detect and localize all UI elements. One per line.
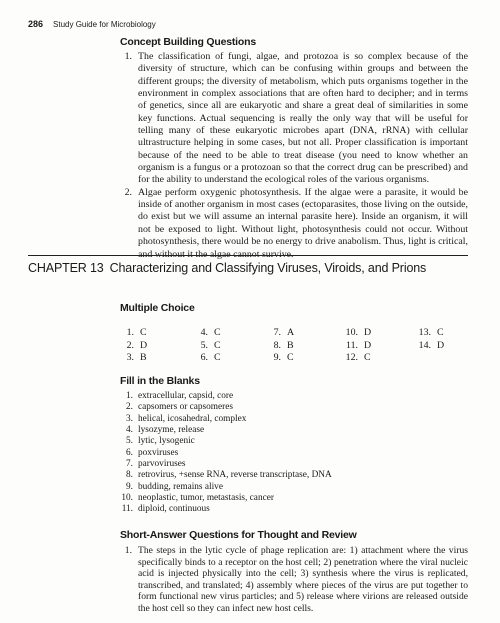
mc-item bbox=[415, 327, 444, 340]
list-item bbox=[120, 493, 468, 504]
item-number: 8. bbox=[126, 470, 133, 481]
item-text: diploid, continuous bbox=[138, 504, 210, 515]
list-item bbox=[120, 51, 468, 187]
mc-item bbox=[342, 340, 371, 353]
running-head-title: Study Guide for Microbiology bbox=[53, 20, 156, 29]
list-item bbox=[120, 459, 468, 470]
item-number: 2. bbox=[126, 402, 133, 413]
mc-answer: B bbox=[140, 352, 147, 363]
item-number: 3. bbox=[126, 413, 133, 424]
mc-answer: C bbox=[287, 352, 294, 363]
mc-answer: C bbox=[214, 327, 221, 338]
mc-answer: C bbox=[214, 339, 221, 351]
mc-answers bbox=[120, 327, 480, 367]
mc-column bbox=[415, 327, 444, 352]
item-number: 5. bbox=[126, 436, 133, 447]
mc-number: 12. bbox=[345, 352, 358, 363]
mc-item bbox=[120, 340, 147, 353]
mc-number: 2. bbox=[126, 339, 134, 351]
mc-answer: A bbox=[287, 327, 295, 338]
page-number: 286 bbox=[28, 19, 44, 29]
item-number: 4. bbox=[126, 425, 133, 436]
mc-item bbox=[194, 352, 221, 365]
short-answer-list bbox=[120, 545, 468, 615]
mc-number: 1. bbox=[126, 327, 134, 338]
list-item bbox=[120, 482, 468, 493]
mc-item bbox=[120, 327, 147, 340]
chapter-label: CHAPTER 13 bbox=[28, 261, 104, 275]
mc-item bbox=[342, 352, 371, 365]
item-text: Algae perform oxygenic photosynthesis. If the algae were a parasite, it would be inside of another organism in most cases (ectoparasites, those living on the outside, do exist but we will assume an internal parasite here). Inside an organism, it will not be exposed to light. Without light, photosynthesis could not occur. Without photosynthesis, there would be no energy to drive anabolism. Thus, light is critical, and without it the algae cannot survive. bbox=[138, 186, 468, 260]
list-item bbox=[120, 436, 468, 447]
mc-column bbox=[194, 327, 221, 365]
list-item bbox=[120, 425, 468, 436]
mc-item bbox=[194, 327, 221, 340]
mc-number: 4. bbox=[200, 327, 208, 338]
list-item bbox=[120, 470, 468, 481]
mc-number: 3. bbox=[126, 352, 134, 363]
item-number: 10. bbox=[121, 493, 133, 504]
item-number: 9. bbox=[126, 481, 133, 492]
chapter-title: Characterizing and Classifying Viruses, Viroids, and Prions bbox=[109, 261, 427, 275]
mc-number: 10. bbox=[345, 327, 358, 338]
item-number: 11. bbox=[121, 504, 133, 515]
short-answer-heading: Short-Answer Questions for Thought and Review bbox=[120, 529, 357, 541]
list-item bbox=[120, 448, 468, 459]
concept-list bbox=[120, 51, 468, 261]
mc-answer: D bbox=[437, 339, 445, 351]
chapter-heading bbox=[28, 261, 478, 275]
mc-item bbox=[267, 340, 294, 353]
mc-number: 14. bbox=[418, 339, 431, 351]
item-text: lytic, lysogenic bbox=[138, 436, 195, 447]
mc-column bbox=[120, 327, 147, 365]
mc-answer: C bbox=[140, 327, 147, 338]
mc-item bbox=[120, 352, 147, 365]
item-number: 1. bbox=[124, 545, 132, 556]
list-item bbox=[120, 187, 468, 261]
mc-item bbox=[415, 340, 444, 353]
mc-item bbox=[342, 327, 371, 340]
short-answer-section bbox=[120, 529, 468, 615]
mc-number: 13. bbox=[418, 327, 431, 338]
item-number: 7. bbox=[126, 459, 133, 470]
fill-list bbox=[120, 391, 468, 516]
list-item bbox=[120, 391, 468, 402]
list-item bbox=[120, 504, 468, 515]
mc-answer: C bbox=[214, 352, 221, 363]
mc-answer: B bbox=[287, 339, 294, 351]
mc-item bbox=[267, 352, 294, 365]
concept-section bbox=[120, 36, 468, 261]
mc-column bbox=[342, 327, 371, 365]
mc-item bbox=[194, 340, 221, 353]
item-text: poxviruses bbox=[138, 447, 179, 458]
item-text: budding, remains alive bbox=[138, 481, 223, 492]
item-text: capsomers or capsomeres bbox=[138, 402, 233, 413]
item-text: extracellular, capsid, core bbox=[138, 391, 234, 401]
mc-item bbox=[267, 327, 294, 340]
mc-answer: C bbox=[437, 327, 444, 338]
item-number: 1. bbox=[126, 391, 133, 401]
mc-heading-wrap bbox=[120, 302, 468, 314]
item-text: lysozyme, release bbox=[138, 425, 205, 436]
mc-answer: D bbox=[364, 327, 372, 338]
item-text: parvoviruses bbox=[138, 459, 186, 470]
fill-heading: Fill in the Blanks bbox=[120, 375, 200, 387]
fill-section bbox=[120, 375, 468, 516]
mc-column bbox=[267, 327, 294, 365]
mc-number: 6. bbox=[200, 352, 208, 363]
concept-heading: Concept Building Questions bbox=[120, 36, 256, 48]
mc-answer: C bbox=[364, 352, 371, 363]
item-number: 1. bbox=[124, 51, 132, 62]
mc-number: 9. bbox=[273, 352, 281, 363]
item-text: helical, icosahedral, complex bbox=[138, 413, 247, 424]
mc-number: 7. bbox=[273, 327, 281, 338]
mc-number: 11. bbox=[346, 339, 358, 351]
item-number: 6. bbox=[126, 447, 133, 458]
mc-answer: D bbox=[364, 339, 372, 351]
chapter-divider bbox=[28, 255, 468, 256]
mc-number: 8. bbox=[273, 339, 281, 351]
item-number: 2. bbox=[124, 186, 132, 198]
mc-number: 5. bbox=[200, 339, 208, 351]
list-item bbox=[120, 414, 468, 425]
list-item bbox=[120, 545, 468, 615]
item-text: retrovirus, +sense RNA, reverse transcriptase, DNA bbox=[138, 470, 332, 481]
item-text: The steps in the lytic cycle of phage replication are: 1) attachment where the virus specifically binds to a receptor on the host cell; 2) penetration where the viral nucleic acid is injected physically into the cell; 3) synthesis where the virus is replicated, transcribed, and translated; 4) assembly where pieces of the virus are put together to form functional new virus particles; and 5) release where virions are released outside the host cell so they can infect new host cells. bbox=[138, 545, 468, 614]
mc-heading: Multiple Choice bbox=[120, 302, 195, 314]
mc-answer: D bbox=[140, 339, 148, 351]
item-text: The classification of fungi, algae, and protozoa is so complex because of the diversity of structure, which can be confusing within groups and between the different groups; the diversity of metabolism, which puts organisms together in the environment in complex associations that are often hard to decipher; and in terms of genetics, since all are eukaryotic and share a great deal of similarities in some key functions. Actual sequencing is really the only way that will be useful for telling many of these eukaryotic microbes apart (DNA, rRNA) with cellular ultrastructure helping in some cases, but not all. Proper classification is important because of the need to be able to treat disease (you need to know whether an organism is a fungus or a protozoan so that the correct drug can be prescribed) and for the ability to understand the ecological roles of the various organisms. bbox=[138, 51, 468, 186]
item-text: neoplastic, tumor, metastasis, cancer bbox=[138, 493, 274, 504]
running-head bbox=[28, 19, 156, 33]
list-item bbox=[120, 402, 468, 413]
